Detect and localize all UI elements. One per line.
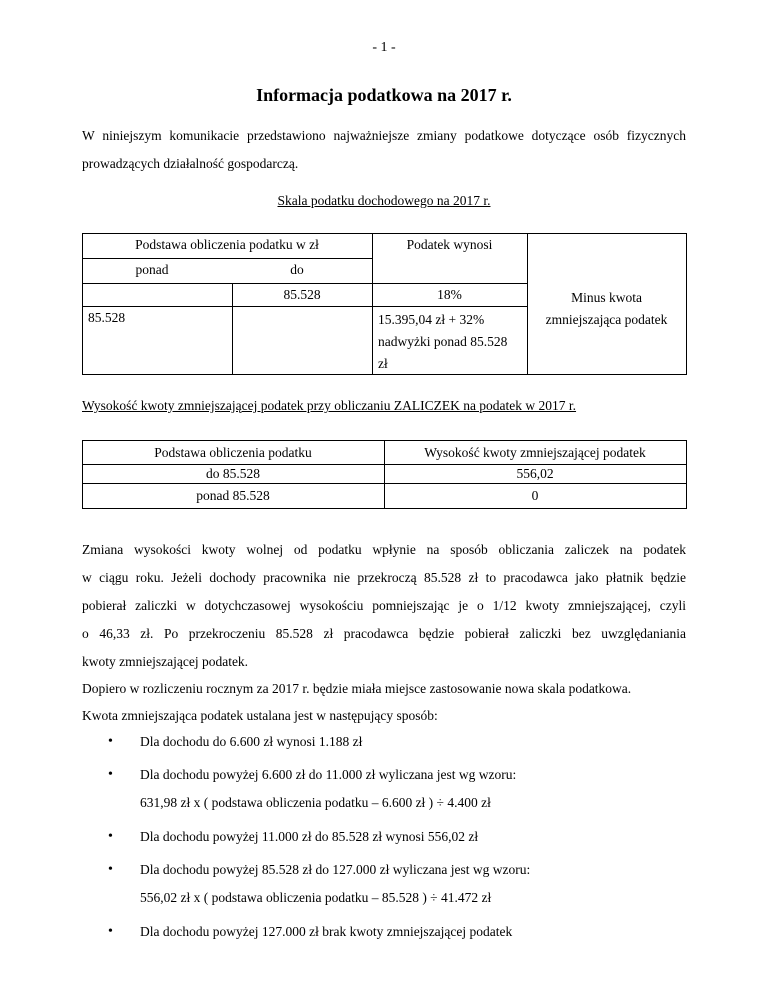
bullet-icon: • [108,734,113,749]
document-title: Informacja podatkowa na 2017 r. [256,85,512,105]
t2-header-base: Podstawa obliczenia podatku [154,445,312,460]
row2-tax: 15.395,04 zł + 32% nadwyżki ponad 85.528 zł [378,312,508,371]
list-item: Dla dochodu powyżej 85.528 zł do 127.000 zł wyliczana jest wg wzoru: [140,862,531,877]
list-item-formula: 631,98 zł x ( podstawa obliczenia podatku – 6.600 zł ) ÷ 4.400 zł [140,795,491,810]
body-line: Zmiana wysokości kwoty wolnej od podatku wpłynie na sposób obliczania zaliczek na podatek [82,542,686,557]
body-line: o 46,33 zł. Po przekroczeniu 85.528 zł pracodawca będzie pobierał zaliczki bez uwzględaniania [82,626,686,641]
body-line: pobierał zaliczki w dotychczasowej wysokościu pomniejszając je o 1/12 kwoty zmniejszającej, czyli [82,598,686,613]
t2-header-amount: Wysokość kwoty zmniejszającej podatek [424,445,646,460]
minus-amount-cell: Minus kwota zmniejszająca podatek [545,290,668,327]
body-line: kwoty zmniejszającej podatek. [82,654,249,669]
row2-over: 85.528 [88,310,126,325]
list-item: Dla dochodu powyżej 11.000 zł do 85.528 zł wynosi 556,02 zł [140,829,479,844]
bullet-icon: • [108,924,113,939]
table1-caption: Skala podatku dochodowego na 2017 r. [277,193,491,208]
intro-paragraph: W niniejszym komunikacie przedstawiono najważniejsze zmiany podatkowe dotyczące osób fizycznych prowadzących działalność gospodarczą. [82,128,686,171]
page-number: - 1 - [372,40,396,55]
header-tax: Podatek wynosi [406,237,493,252]
table-row: ponad 85.528 [196,488,270,503]
header-base: Podstawa obliczenia podatku w zł [135,237,319,252]
list-item: Dla dochodu powyżej 6.600 zł do 11.000 zł wyliczana jest wg wzoru: [140,767,517,782]
bullet-icon: • [108,862,113,877]
table-row: do 85.528 [206,466,260,481]
bullet-icon: • [108,829,113,844]
subheader-to: do [290,262,304,277]
body-line: w ciągu roku. Jeżeli dochody pracownika nie przekroczą 85.528 zł to pracodawca jako płatnik będzie [82,570,686,585]
table-row: 556,02 [516,466,554,481]
row1-to: 85.528 [283,287,321,302]
table-row: 0 [531,488,539,503]
table2-caption: Wysokość kwoty zmniejszającej podatek przy obliczaniu ZALICZEK na podatek w 2017 r. [82,398,577,413]
body-line: Kwota zmniejszająca podatek ustalana jest w następujący sposób: [82,708,438,723]
bullet-icon: • [108,767,113,782]
list-item: Dla dochodu do 6.600 zł wynosi 1.188 zł [140,734,363,749]
list-item: Dla dochodu powyżej 127.000 zł brak kwoty zmniejszającej podatek [140,924,513,939]
list-item-formula: 556,02 zł x ( podstawa obliczenia podatku – 85.528 ) ÷ 41.472 zł [140,890,492,905]
row1-tax: 18% [437,287,462,302]
body-line: Dopiero w rozliczeniu rocznym za 2017 r. będzie miała miejsce zastosowanie nowa skala podatkowa. [82,681,632,696]
subheader-over: ponad [135,262,169,277]
